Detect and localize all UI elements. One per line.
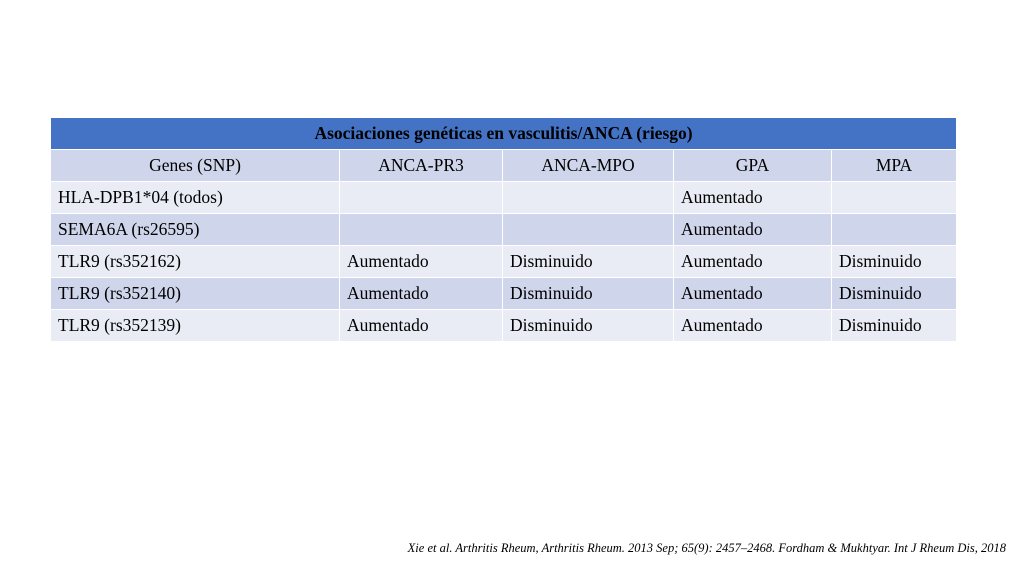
table-header-row bbox=[51, 150, 957, 182]
table-title-row bbox=[51, 118, 957, 150]
cell-anca-pr3 bbox=[340, 182, 503, 214]
cell-gene: TLR9 (rs352162) bbox=[51, 246, 340, 278]
column-header-anca-pr3: ANCA-PR3 bbox=[340, 150, 503, 182]
cell-anca-mpo: Disminuido bbox=[503, 246, 674, 278]
column-header-gpa: GPA bbox=[674, 150, 832, 182]
table-row bbox=[51, 246, 957, 278]
cell-gpa: Aumentado bbox=[674, 310, 832, 342]
cell-gpa: Aumentado bbox=[674, 182, 832, 214]
cell-anca-pr3: Aumentado bbox=[340, 310, 503, 342]
column-header-genes: Genes (SNP) bbox=[51, 150, 340, 182]
column-header-anca-mpo: ANCA-MPO bbox=[503, 150, 674, 182]
cell-anca-mpo bbox=[503, 182, 674, 214]
table-row bbox=[51, 278, 957, 310]
cell-anca-mpo: Disminuido bbox=[503, 310, 674, 342]
cell-anca-pr3: Aumentado bbox=[340, 278, 503, 310]
cell-mpa: Disminuido bbox=[832, 310, 957, 342]
cell-gpa: Aumentado bbox=[674, 214, 832, 246]
table-row bbox=[51, 214, 957, 246]
cell-gene: SEMA6A (rs26595) bbox=[51, 214, 340, 246]
table-row bbox=[51, 182, 957, 214]
cell-mpa: Disminuido bbox=[832, 278, 957, 310]
cell-gpa: Aumentado bbox=[674, 278, 832, 310]
table-row bbox=[51, 310, 957, 342]
table-title: Asociaciones genéticas en vasculitis/ANCA (riesgo) bbox=[51, 118, 957, 150]
cell-mpa bbox=[832, 214, 957, 246]
cell-mpa: Disminuido bbox=[832, 246, 957, 278]
cell-anca-mpo bbox=[503, 214, 674, 246]
column-header-mpa: MPA bbox=[832, 150, 957, 182]
cell-gene: TLR9 (rs352140) bbox=[51, 278, 340, 310]
cell-gene: TLR9 (rs352139) bbox=[51, 310, 340, 342]
cell-gene: HLA-DPB1*04 (todos) bbox=[51, 182, 340, 214]
cell-anca-mpo: Disminuido bbox=[503, 278, 674, 310]
cell-anca-pr3 bbox=[340, 214, 503, 246]
cell-gpa: Aumentado bbox=[674, 246, 832, 278]
citation: Xie et al. Arthritis Rheum, Arthritis Rheum. 2013 Sep; 65(9): 2457–2468. Fordham & Mukhtyar. Int J Rheum Dis, 2018 bbox=[407, 541, 1006, 555]
cell-anca-pr3: Aumentado bbox=[340, 246, 503, 278]
genetic-associations-table bbox=[50, 117, 957, 342]
cell-mpa bbox=[832, 182, 957, 214]
